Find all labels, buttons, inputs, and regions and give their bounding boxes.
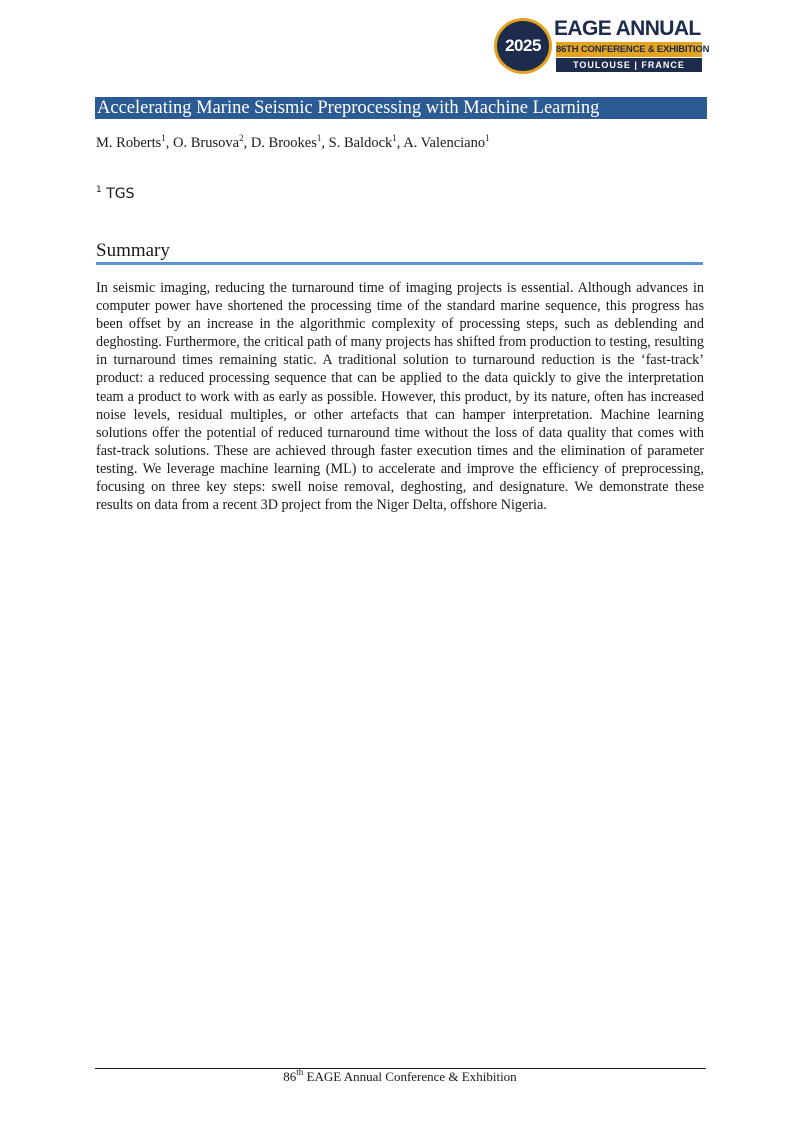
affiliation-name: TGS [106,186,135,202]
author-affiliation-mark: 1 [392,133,397,143]
paper-title: Accelerating Marine Seismic Preprocessing with Machine Learning [95,97,707,119]
affiliation-mark: 1 [96,185,102,195]
author-name: S. Baldock [328,135,393,151]
logo-conference: 86TH CONFERENCE & EXHIBITION [556,44,710,55]
logo-location: TOULOUSE | FRANCE [556,58,702,72]
eage-2025-logo [494,16,710,74]
year-badge [494,18,552,74]
author-affiliation-mark: 1 [161,133,166,143]
author-affiliation-mark: 1 [316,133,322,143]
summary-divider [96,262,703,265]
footer-ordinal: 86 [283,1069,297,1084]
summary-body: In seismic imaging, reducing the turnaround time of imaging projects is essential. Although advances in computer power have shortened the processing time of the standard marine sequence, this progress has been offset by an increase in the algorithmic complexity of processing steps, such as deblending and deghosting. Furthermore, the critical path of many projects has shifted from production to testing, resulting in turnaround times remaining static. A traditional solution to turnaround reduction is the ‘fast-track’ product: a reduced processing sequence that can be applied to the data quickly to give the interpretation team a product to work with as early as possible. However, this product, by its nature, often has increased noise levels, residual multiples, or other artefacts that can hamper interpretation. Machine learning solutions offer the potential of reduced turnaround time without the loss of data quality that comes with fast-track solutions. These are achieved through faster execution times and the elimination of parameter testing. We leverage machine learning (ML) to accelerate and improve the efficiency of preprocessing, focusing on three key steps: swell noise removal, deghosting, and designature. We demonstrate these results on data from a recent 3D project from the Niger Delta, offshore Nigeria. [96,280,704,514]
author-affiliation-mark: 1 [485,133,490,143]
logo-wordmark: EAGE ANNUAL [554,17,701,40]
author-name: A. Valenciano [403,135,486,151]
author-name: D. Brookes [250,135,317,151]
footer-text: EAGE Annual Conference & Exhibition [303,1069,517,1084]
author-name: O. Brusova [173,135,240,151]
logo-year: 2025 [505,36,541,55]
affiliation [96,186,134,202]
author-name: M. Roberts [96,135,162,151]
page-footer [0,1069,800,1085]
summary-heading: Summary [96,240,170,261]
footer-ordinal-suffix: th [296,1067,304,1077]
author-affiliation-mark: 2 [239,133,244,143]
author-list: M. Roberts$^1$, O. Brusova$^2$, D. Brookes$^1$, S. Baldock$^1$, A. Valenciano$^1$ [96,133,490,151]
